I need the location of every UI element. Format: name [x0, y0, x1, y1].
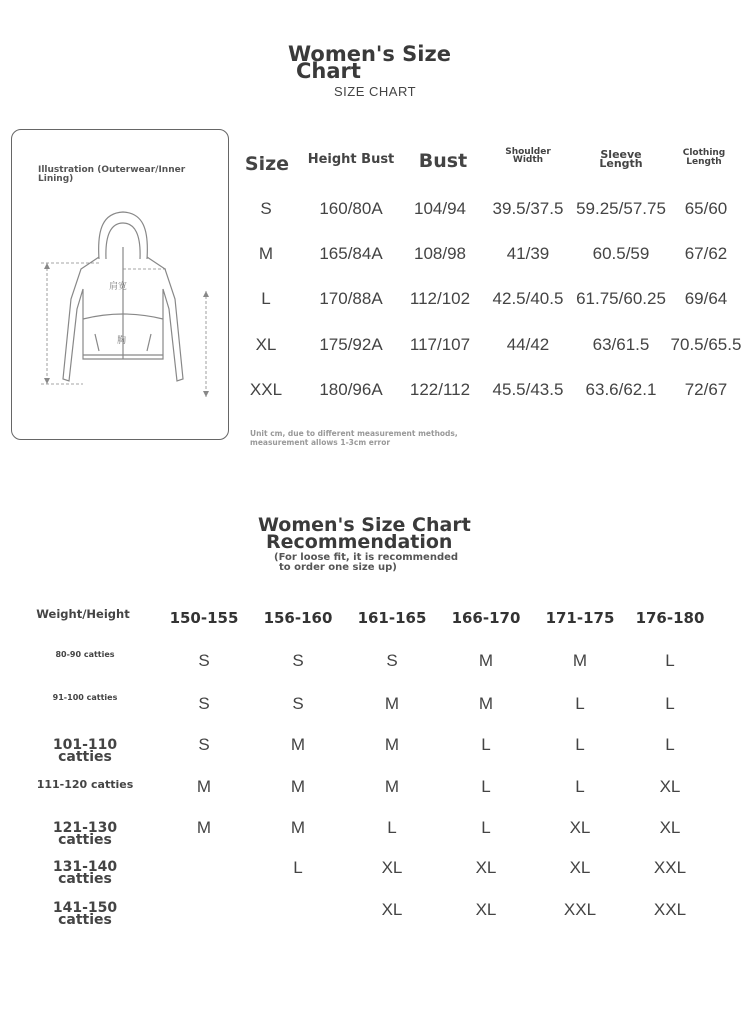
size-cell: 63.6/62.1 [585, 380, 657, 399]
recommended-size: XL [659, 777, 681, 796]
size-cell: 122/112 [409, 380, 471, 399]
size-cell: 45.5/43.5 [492, 380, 564, 399]
recommended-size: M [290, 735, 306, 754]
size-cell: 160/80A [319, 199, 383, 218]
size-chart-title [288, 42, 488, 83]
size-cell: 44/42 [506, 335, 550, 354]
jacket-diagram [11, 129, 229, 440]
header-sleeve-length: Sleeve Length [599, 148, 643, 170]
size-cell: 72/67 [684, 380, 728, 399]
recommended-size: S [292, 694, 304, 713]
size-cell: 69/64 [684, 289, 728, 308]
size-cell: S [260, 199, 272, 218]
height-header: 161-165 [357, 609, 427, 627]
illustration-label: Illustration (Outerwear/Inner Lining) [38, 165, 186, 184]
weight-label: 141-150 catties [52, 900, 118, 928]
recommended-size: M [196, 777, 212, 796]
header-height-bust: Height Bust [307, 152, 395, 167]
chest-label: 胸 [117, 336, 127, 346]
shoulder-label: 肩宽 [109, 282, 128, 292]
recommended-size: S [386, 651, 398, 670]
recommended-size: S [198, 694, 210, 713]
recommended-size: XL [659, 818, 681, 837]
size-cell: 42.5/40.5 [492, 289, 564, 308]
size-cell: 70.5/65.5 [670, 335, 742, 354]
recommended-size: L [575, 777, 585, 796]
recommended-size: M [196, 818, 212, 837]
recommended-size: XL [569, 818, 591, 837]
height-header: 166-170 [451, 609, 521, 627]
recommended-size: L [575, 694, 585, 713]
size-chart-title-line1: Women's Size [288, 42, 451, 66]
recommendation-title-line2: Recommendation [266, 531, 453, 553]
recommended-size: L [665, 735, 675, 754]
recommended-size: S [292, 651, 304, 670]
size-cell: 67/62 [684, 244, 728, 263]
recommended-size: L [481, 735, 491, 754]
weight-label: 91-100 catties [52, 693, 118, 702]
size-cell: 41/39 [506, 244, 550, 263]
weight-label: 80-90 catties [55, 650, 115, 659]
height-header: 150-155 [169, 609, 239, 627]
recommended-size: S [198, 651, 210, 670]
size-cell: M [258, 244, 274, 263]
recommended-size: M [384, 735, 400, 754]
recommendation-title [258, 514, 518, 553]
size-cell: XL [255, 335, 277, 354]
size-chart-subtitle: SIZE CHART [334, 84, 417, 99]
recommended-size: L [387, 818, 397, 837]
size-cell: L [261, 289, 271, 308]
recommended-size: XL [475, 858, 497, 877]
recommended-size: S [198, 735, 210, 754]
recommended-size: XL [381, 900, 403, 919]
weight-label: 101-110 catties [52, 737, 118, 765]
recommended-size: XL [569, 858, 591, 877]
recommendation-subtitle-line2: to order one size up) [279, 562, 397, 573]
weight-label: 121-130 catties [52, 820, 118, 848]
recommended-size: XXL [653, 900, 687, 919]
size-cell: 117/107 [409, 335, 471, 354]
recommended-size: XXL [563, 900, 597, 919]
height-header: 171-175 [545, 609, 615, 627]
size-cell: 59.25/57.75 [576, 199, 666, 218]
size-cell: 170/88A [319, 289, 383, 308]
recommendation-subtitle [274, 553, 494, 573]
size-cell: XXL [249, 380, 283, 399]
size-cell: 108/98 [414, 244, 466, 263]
header-bust: Bust [418, 150, 468, 172]
recommended-size: XXL [653, 858, 687, 877]
recommended-size: L [665, 694, 675, 713]
recommended-size: L [665, 651, 675, 670]
recommended-size: XL [475, 900, 497, 919]
size-cell: 104/94 [414, 199, 466, 218]
header-size: Size [244, 153, 290, 175]
recommended-size: M [384, 694, 400, 713]
size-cell: 39.5/37.5 [492, 199, 564, 218]
recommended-size: L [293, 858, 303, 877]
height-header: 156-160 [263, 609, 333, 627]
recommendation-subtitle-line1: (For loose fit, it is recommended [274, 552, 459, 563]
recommended-size: M [384, 777, 400, 796]
size-cell: 165/84A [319, 244, 383, 263]
weight-height-corner: Weight/Height [36, 607, 130, 621]
size-chart-title-line2: Chart [296, 59, 361, 83]
size-cell: 112/102 [409, 289, 471, 308]
size-cell: 61.75/60.25 [576, 289, 666, 308]
recommended-size: XL [381, 858, 403, 877]
recommended-size: M [572, 651, 588, 670]
header-shoulder-width: Shoulder Width [505, 147, 551, 165]
weight-label: 111-120 catties [36, 778, 134, 791]
recommended-size: L [575, 735, 585, 754]
header-clothing-length: Clothing Length [682, 148, 726, 167]
recommendation-title-line1: Women's Size Chart [258, 514, 471, 536]
size-cell: 65/60 [684, 199, 728, 218]
recommended-size: L [481, 777, 491, 796]
recommended-size: L [481, 818, 491, 837]
measurement-note: Unit cm, due to different measurement methods, measurement allows 1-3cm error [250, 429, 458, 447]
size-cell: 175/92A [319, 335, 383, 354]
recommended-size: M [290, 777, 306, 796]
recommended-size: M [290, 818, 306, 837]
height-header: 176-180 [635, 609, 705, 627]
recommended-size: M [478, 651, 494, 670]
recommended-size: M [478, 694, 494, 713]
size-cell: 63/61.5 [592, 335, 650, 354]
size-cell: 60.5/59 [592, 244, 650, 263]
weight-label: 131-140 catties [52, 859, 118, 887]
size-cell: 180/96A [319, 380, 383, 399]
